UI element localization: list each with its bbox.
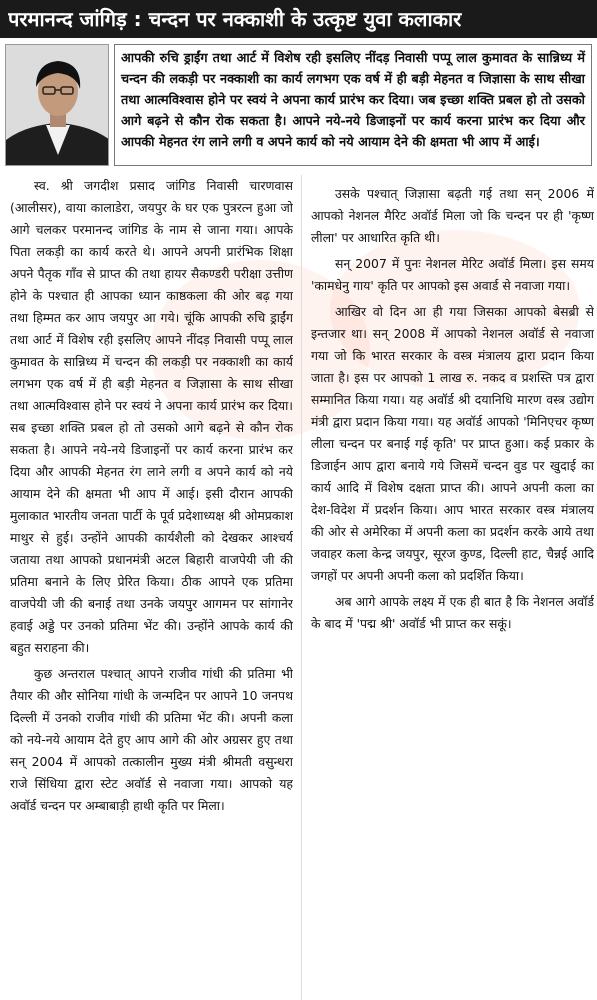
left-paragraph-2: कुछ अन्तराल पश्चात् आपने राजीव गांधी की प्रतिमा भी तैयार की और सोनिया गांधी के जन्मदिन पर आपने 10 जनपथ दिल्ली में उनको राजीव गांधी की प्रतिमा भेंट की। अपनी कला को नये-नये आयाम देते हुए आप आगे की ओर अग्रसर हुए तथा सन् 2004 में आपको तत्कालीन मुख्य मंत्री श्रीमती वसुन्धरा राजे सिंधिया द्वारा स्टेट अवॉर्ड से नवाजा गया। आपको यह अवॉर्ड चन्दन पर अम्बाबाड़ी हाथी कृति पर मिला। xyxy=(10,666,293,813)
column-divider xyxy=(301,175,302,1000)
intro-box xyxy=(114,44,592,166)
right-paragraph-3: आखिर वो दिन आ ही गया जिसका आपको बेसब्री से इन्तजार था। सन् 2008 में आपको नेशनल अवॉर्ड से नवाजा गया जो कि भारत सरकार के वस्त्र मंत्रालय द्वारा प्रदान किया जाता है। इस पर आपको 1 लाख रु. नकद व प्रशस्ति पत्र द्वारा सम्मानित किया गया। यह अवॉर्ड श्री दयानिधि मारण वस्त्र उद्योग मंत्री द्वारा प्रदान किया गया। यह अवॉर्ड आपको 'मिनिएचर कृष्ण लीला चन्दन पर बनाई गई कृति' पर प्राप्त हुआ। कई प्रकार के डिजाईन आप द्वारा बनाये गये जिसमें चन्दन वुड पर खुदाई का कार्य आदि में विशेष दक्षता प्राप्त की। आपने अपनी कला का देश-विदेश में प्रदर्शन किया। आप भारत सरकार वस्त्र मंत्रालय की ओर से अमेरिका में अपनी कला का प्रदर्शन करके आये तथा जवाहर कला केन्द्र जयपुर, सूरज कुण्ड, दिल्ली हाट, चैन्नई आदि जगहों पर अपनी अपनी कला को प्रदर्शित किया। xyxy=(311,304,594,583)
left-paragraph-1: स्व. श्री जगदीश प्रसाद जांगिड निवासी चारणवास (आलीसर), वाया कालाडेरा, जयपुर के घर एक पुत्ररत्न हुआ जो आगे चलकर परमानन्द जांगिड के नाम से जाना गया। आपके पिता लकड़ी का कार्य करते थे। आपने अपनी प्रारंभिक शिक्षा अपने पैतृक गाँव से प्राप्त की तथा हायर सैकण्डरी परीक्षा उत्तीण होने के पश्चात ही आपका ध्यान काष्ठकला की ओर बढ़ गया तथा हिम्मत कर आप जयपुर आ गये। चूंकि आपकी रुचि ड्राईंग तथा आर्ट में विशेष रही इसलिए आपने नींदड़ निवासी पप्पू लाल कुमावत के सान्निध्य में चन्दन की लकड़ी पर नक्काशी का कार्य लगभग एक वर्ष में ही बड़ी मेहनत व जिज्ञासा के साथ सीखा तथा आत्मविश्वास होने पर स्वयं ने अपना कार्य प्रारंभ कर दिया। सब इच्छा शक्ति प्रबल हो तो उसको आगे बढ़ने से कौन रोक सकता है। आपने नये-नये डिजाइनों पर कार्य करना प्रारंभ कर दिया और आपकी मेहनत रंग लाने लगी व अपने कार्य को नये आयाम देने की क्षमता भी आप में आई। इसी दौरान आपकी मुलाकात भारतीय जनता पार्टी के पूर्व प्रदेशाध्यक्ष श्री ओमप्रकाश माथुर से हुई। उन्होंने आपकी कार्यशैली को देखकर आश्चर्य जताया तथा आपको प्रधानमंत्री अटल बिहारी वाजपेयी जी की प्रतिमा बनाने के लिए प्रेरित किया। ठीक आपने एक प्रतिमा वाजपेयी जी की बनाई तथा उनके जयपुर आगमन पर सांगानेर हवाई अड्डे पर उनको प्रतिमा भेंट की। उन्होंने आपके कार्य की बहुत सराहना की। xyxy=(10,178,293,655)
headline-bar xyxy=(0,0,597,38)
right-column xyxy=(311,183,594,773)
right-paragraph-4: अब आगे आपके लक्ष्य में एक ही बात है कि नेशनल अवॉर्ड के बाद में 'पद्म श्री' अवॉर्ड भी प्राप्त कर सकूं। xyxy=(311,594,594,631)
portrait-illustration xyxy=(6,45,109,166)
headline: परमानन्द जांगिड़ : चन्दन पर नक्काशी के उत्कृष्ट युवा कलाकार xyxy=(8,7,462,31)
intro-text: आपकी रुचि ड्राईंग तथा आर्ट में विशेष रही इसलिए नींदड़ निवासी पप्पू लाल कुमावत के सान्निध्य में चन्दन की लकड़ी पर नक्काशी का कार्य लगभग एक वर्ष में ही बड़ी मेहनत व जिज्ञासा के साथ सीखा तथा आत्मविश्वास होने पर स्वयं ने अपना कार्य प्रारंभ कर दिया। जब इच्छा शक्ति प्रबल हो तो उसको आगे बढ़ने से कौन रोक सकता है। आपने नये-नये डिजाइनों पर कार्य करना प्रारंभ कर दिया और आपकी मेहनत रंग लाने लगी व अपने कार्य को नये आयाम देने की क्षमता भी आप में आई। xyxy=(121,51,585,150)
portrait-photo xyxy=(5,44,109,166)
left-column xyxy=(10,175,293,1000)
right-paragraph-1: उसके पश्चात् जिज्ञासा बढ़ती गई तथा सन् 2006 में आपको नेशनल मैरिट अवॉर्ड मिला जो कि चन्दन पर ही 'कृष्ण लीला' पर आधारित कृति थी। xyxy=(311,186,594,245)
right-paragraph-2: सन् 2007 में पुनः नेशनल मेरिट अवॉर्ड मिला। इस समय 'कामधेनु गाय' कृति पर आपको इस अवार्ड से नवाजा गया। xyxy=(311,256,594,293)
